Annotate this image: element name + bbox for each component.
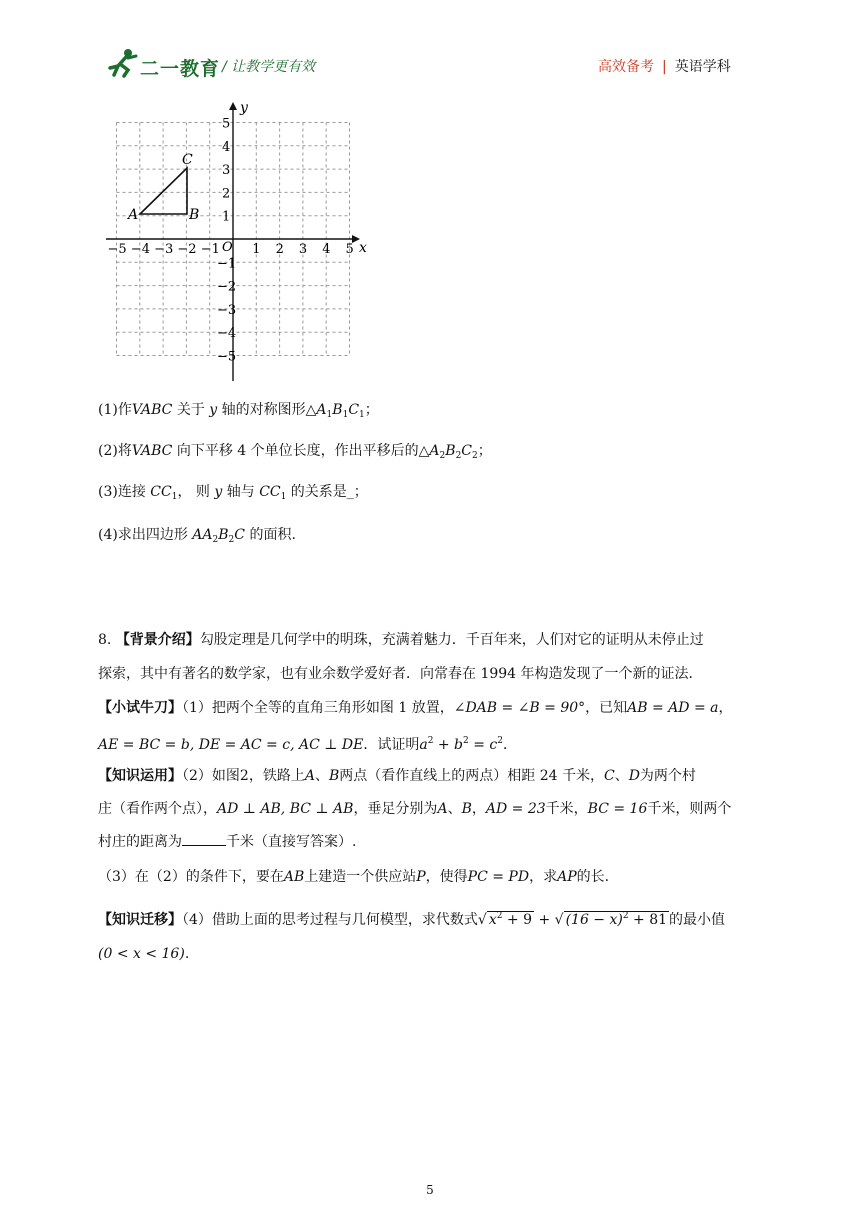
y-tick-label: 2 (222, 186, 231, 202)
q8-line-1: 8. 【背景介绍】勾股定理是几何学中的明珠，充满着魅力．千百年来，人们对它的证明从未停止过 (98, 632, 704, 648)
coordinate-graph (100, 96, 380, 386)
q7-part-3: (3)连接 $CC_1$， 则 y 轴与 $CC_1$ 的关系是_； (98, 484, 368, 502)
y-tick-label: −3 (217, 302, 237, 318)
y-tick-label: −4 (217, 326, 237, 342)
page-header (0, 0, 860, 90)
x-tick-label: 3 (298, 242, 308, 257)
q8-line-7: 村庄的距离为 千米（直接写答案）. (98, 834, 357, 850)
y-tick-label: 3 (222, 163, 231, 179)
y-tick-label: 4 (222, 139, 231, 155)
y-tick-label: 5 (222, 116, 231, 132)
q8-line-6: 庄（看作两个点），AD ⊥ AB, BC ⊥ AB，垂足分别为A、B，AD = 23千米，BC = 16千米，则两个 (98, 801, 732, 817)
x-axis-label: x (359, 240, 367, 256)
answer-blank (182, 833, 226, 846)
header-right (598, 56, 731, 76)
q8-line-9: 【知识迁移】（4）借助上面的思考过程与几何模型，求代数式√ $x^2 + 9$ + √ $(16 - x)^2 + 81$ 的最小值 (98, 911, 726, 928)
x-tick-label: −3 (154, 242, 174, 257)
q8-line-8: （3）在（2）的条件下，要在AB上建造一个供应站P，使得PC = PD，求AP的长. (98, 869, 610, 885)
y-axis-arrow-icon (229, 102, 237, 110)
vertex-b-label: B (189, 207, 200, 223)
x-tick-label: 4 (322, 242, 331, 257)
y-tick-label: −1 (217, 256, 237, 272)
vertex-c-label: C (182, 152, 193, 168)
runner-logo-icon (106, 48, 140, 78)
x-tick-label: −5 (107, 242, 127, 257)
q8-line-4: AE = BC = b, DE = AC = c, AC ⊥ DE．试证明$a^2 + b^2 = c^2$． (98, 736, 517, 753)
q8-line-10: (0 < x < 16). (98, 946, 190, 962)
y-tick-label: 1 (222, 209, 231, 225)
q7-part-1: (1)作VABC 关于 y 轴的对称图形$\triangle A_1B_1C_1$； (98, 402, 379, 420)
q7-part-2: (2)将VABC 向下平移 4 个单位长度，作出平移后的$\triangle A_2B_2C_2$； (98, 443, 492, 461)
x-tick-label: −4 (130, 242, 150, 257)
x-tick-label: 5 (345, 242, 354, 257)
page-number: 5 (426, 1183, 434, 1197)
header-separator: | (662, 59, 667, 75)
q8-line-5: 【知识运用】（2）如图2，铁路上A、B两点（看作直线上的两点）相距 24 千米，C、D为两个村 (98, 768, 696, 784)
x-tick-label: −2 (177, 242, 197, 257)
brand-name: 二一教育 (140, 58, 221, 80)
y-axis-label: y (240, 100, 248, 116)
x-tick-label: 1 (252, 242, 261, 257)
header-tag-subject: 英语学科 (674, 59, 731, 75)
origin-label: O (222, 240, 233, 255)
header-tag-exam: 高效备考 (598, 59, 654, 75)
q8-line-2: 探索，其中有著名的数学家，也有业余数学爱好者．向常春在 1994 年构造发现了一个新的证法． (98, 666, 703, 682)
q8-line-3: 【小试牛刀】（1）把两个全等的直角三角形如图 1 放置，∠DAB = ∠B = 90°，已知AB = AD = a， (98, 700, 733, 716)
y-tick-label: −2 (217, 279, 237, 295)
y-tick-label: −5 (217, 349, 237, 365)
q7-part-4: (4)求出四边形 $AA_2B_2C$ 的面积. (98, 527, 296, 545)
slogan: / 让教学更有效 (222, 59, 316, 75)
x-tick-label: −1 (200, 242, 220, 257)
x-tick-label: 2 (275, 242, 284, 257)
vertex-a-label: A (128, 207, 139, 223)
